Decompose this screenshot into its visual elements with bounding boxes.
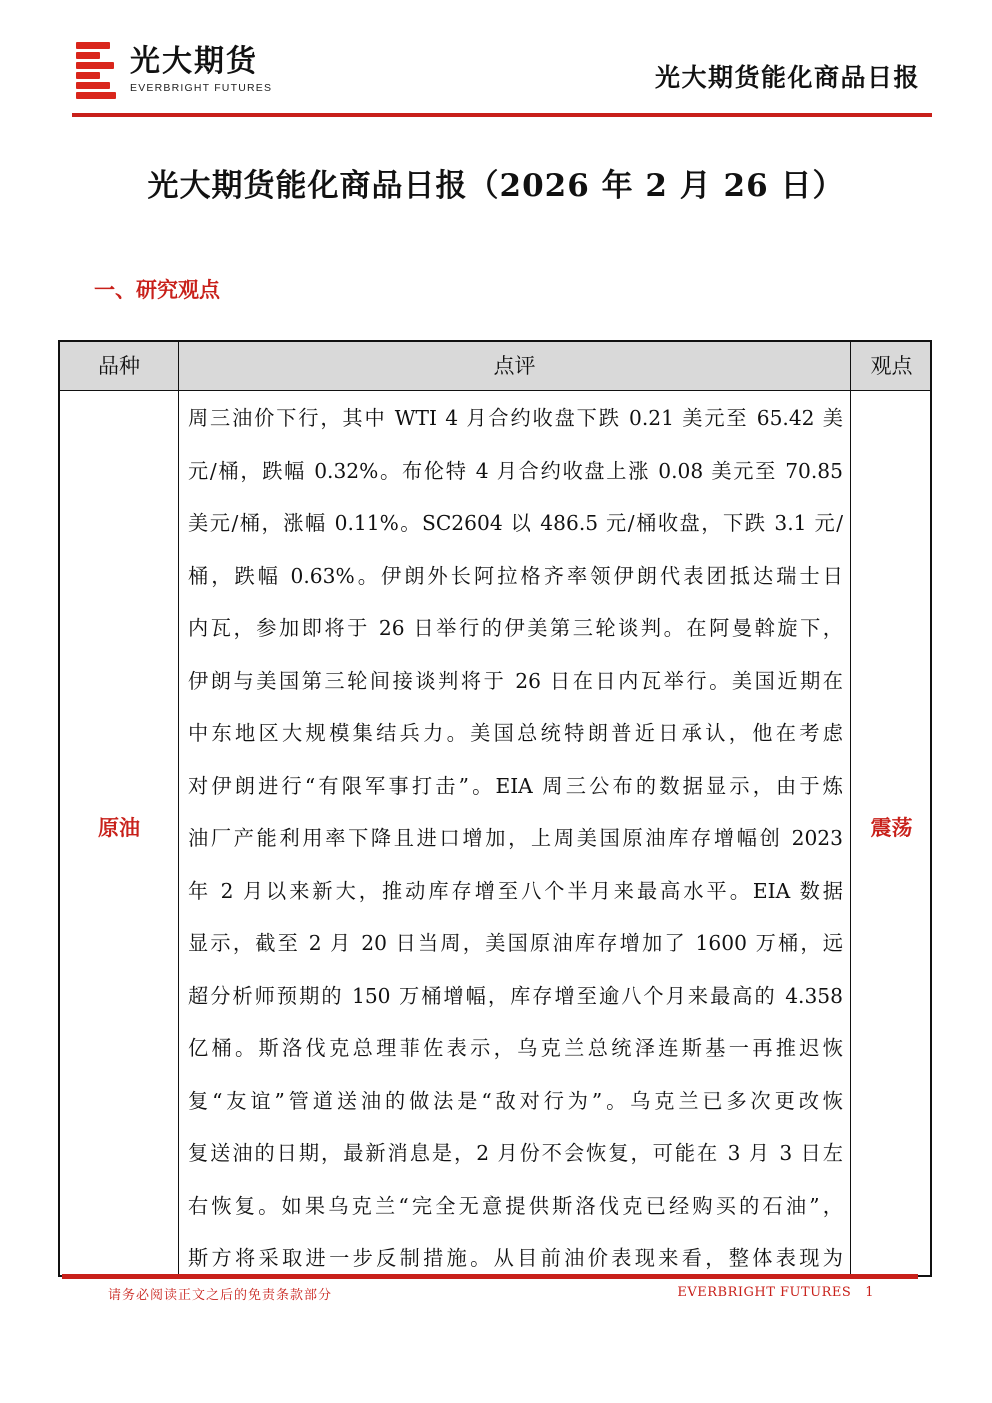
section-heading: 一、研究观点 (94, 278, 220, 302)
footer-divider (62, 1274, 918, 1279)
comment-line: 美元/桶，涨幅 0.11%。SC2604 以 486.5 元/桶收盘，下跌 3.1 元/ (188, 511, 843, 535)
table-divider (850, 342, 851, 1275)
header-divider (72, 113, 932, 117)
comment-line: 亿桶。斯洛伐克总理菲佐表示，乌克兰总统泽连斯基一再推迟恢 (188, 1036, 843, 1060)
comment-line: 复送油的日期，最新消息是，2 月份不会恢复，可能在 3 月 3 日左 (188, 1141, 843, 1165)
comment-line: 伊朗与美国第三轮间接谈判将于 26 日在日内瓦举行。美国近期在 (188, 668, 843, 693)
column-header-comment: 点评 (493, 354, 536, 378)
research-view-table (58, 340, 932, 1277)
column-header-view: 观点 (870, 354, 913, 378)
document-title: 光大期货能化商品日报（2026 年 2 月 26 日） (147, 168, 845, 204)
comment-line: 中东地区大规模集结兵力。美国总统特朗普近日承认，他在考虑 (188, 721, 843, 745)
footer-brand: EVERBRIGHT FUTURES (677, 1285, 852, 1300)
table-divider (178, 342, 179, 1275)
comment-line: 内瓦，参加即将于 26 日举行的伊美第三轮谈判。在阿曼斡旋下， (188, 616, 843, 640)
table-divider (60, 390, 930, 391)
company-logo (76, 42, 272, 98)
page-number: 1 (865, 1285, 874, 1300)
comment-line: 复“友谊”管道送油的做法是“敌对行为”。乌克兰已多次更改恢 (188, 1088, 843, 1113)
comment-line: 元/桶，跌幅 0.32%。布伦特 4 月合约收盘上涨 0.08 美元至 70.85 (188, 458, 843, 483)
comment-line: 周三油价下行，其中 WTI 4 月合约收盘下跌 0.21 美元至 65.42 美 (188, 406, 843, 430)
table-header-row (60, 342, 930, 390)
comment-line: 年 2 月以来新大，推动库存增至八个半月来最高水平。EIA 数据 (188, 878, 843, 903)
comment-line: 斯方将采取进一步反制措施。从目前油价表现来看，整体表现为 (188, 1246, 843, 1270)
logo-chinese-name: 光大期货 (130, 44, 258, 79)
comment-line: 显示，截至 2 月 20 日当周，美国原油库存增加了 1600 万桶，远 (188, 931, 843, 955)
comment-line: 右恢复。如果乌克兰“完全无意提供斯洛伐克已经购买的石油”， (188, 1193, 843, 1218)
view-cell: 震荡 (870, 815, 913, 840)
comment-line: 油厂产能利用率下降且进口增加，上周美国原油库存增幅创 2023 (188, 826, 843, 850)
comment-line: 桶，跌幅 0.63%。伊朗外长阿拉格齐率领伊朗代表团抵达瑞士日 (188, 563, 843, 588)
column-header-variety: 品种 (98, 354, 140, 378)
comment-cell (188, 392, 843, 1275)
comment-line: 对伊朗进行“有限军事打击”。EIA 周三公布的数据显示，由于炼 (188, 773, 843, 798)
logo-english-name: EVERBRIGHT FUTURES (130, 82, 273, 94)
logo-mark-icon (76, 42, 116, 98)
variety-cell: 原油 (98, 815, 140, 840)
header-report-name: 光大期货能化商品日报 (654, 63, 920, 92)
footer-brand-page (677, 1285, 874, 1300)
page-header (0, 0, 992, 130)
comment-line: 超分析师预期的 150 万桶增幅，库存增至逾八个月来最高的 4.358 (188, 983, 843, 1008)
footer-disclaimer: 请务必阅读正文之后的免责条款部分 (108, 1288, 333, 1303)
